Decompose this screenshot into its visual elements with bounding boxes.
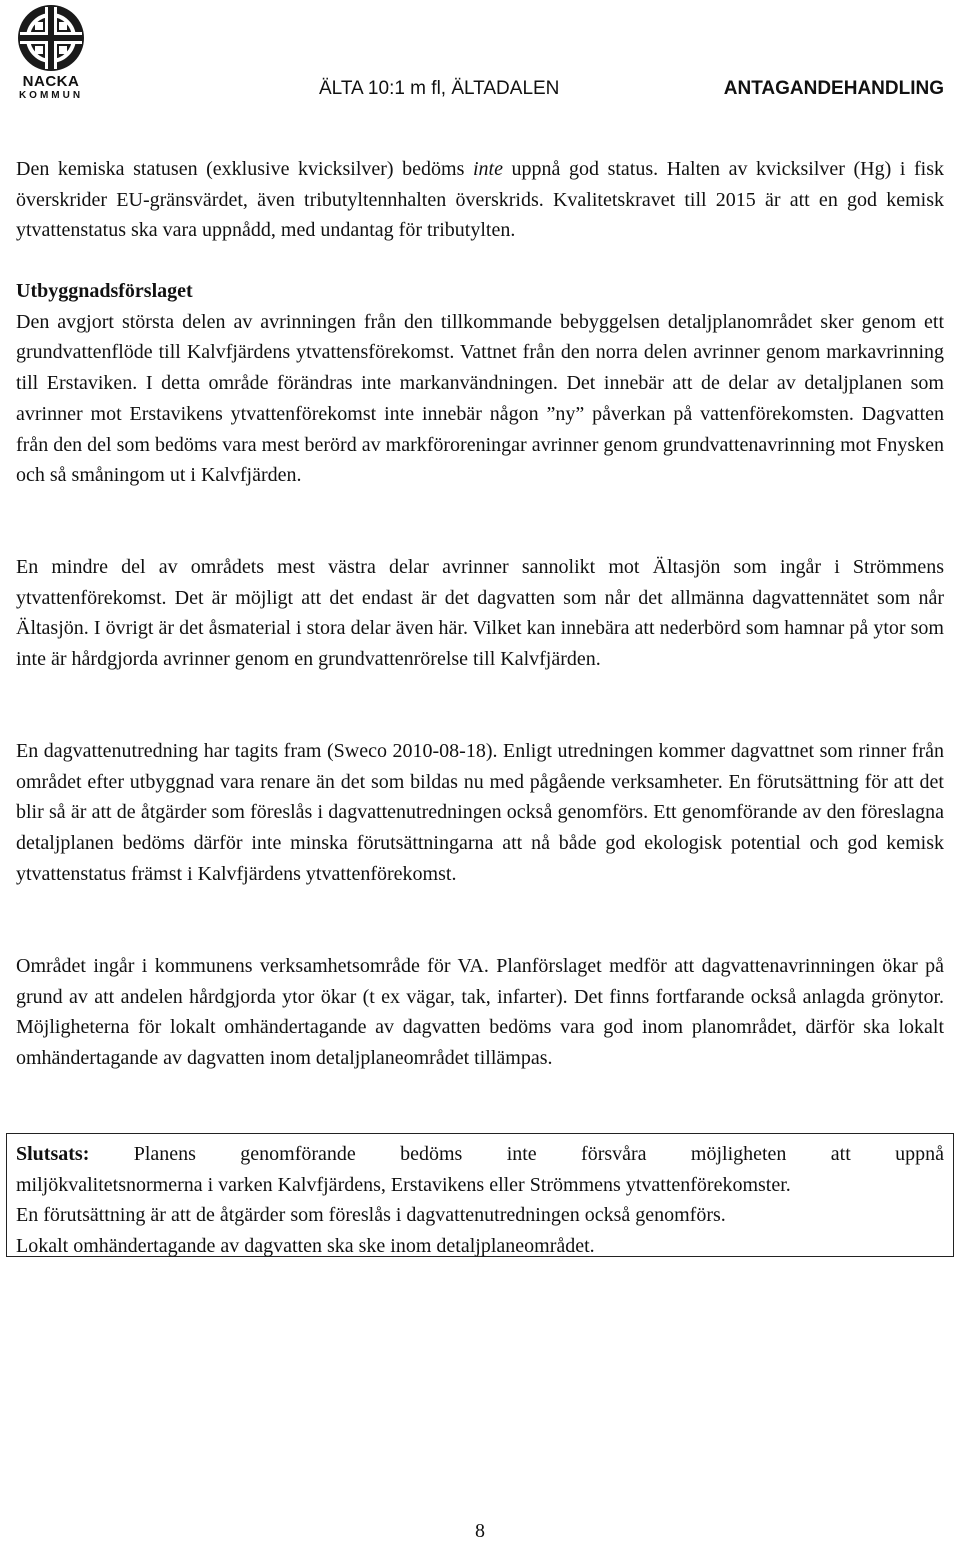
conclusion-line-2: miljökvalitetsnormerna i varken Kalvfjärdens, Erstavikens eller Strömmens ytvattenförekomster. xyxy=(16,1173,791,1196)
document-title: ÄLTA 10:1 m fl, ÄLTADALEN xyxy=(319,78,560,99)
logo-wordmark xyxy=(14,74,88,101)
logo-line-nacka: NACKA xyxy=(22,73,80,90)
section-paragraph-3 xyxy=(16,736,944,890)
paragraph-3-text: En dagvattenutredning har tagits fram (Sweco 2010-08-18). Enligt utredningen kommer dagvattnet som rinner från området efter utbyggnad vara renare än det som bildas nu med pågående verksamheter. En förutsättning för att det blir så är att de åtgärder som föreslås i dagvattenutredningen också genomförs. Ett genomförande av den föreslagna detaljplanen bedöms därför inte minska förutsättningarna att nå både god ekologisk potential och god kemisk ytvattenstatus främst i Kalvfjärdens ytvattenförekomst. xyxy=(16,740,944,885)
conclusion-line-4: Lokalt omhändertagande av dagvatten ska ske inom detaljplaneområdet. xyxy=(16,1234,595,1257)
page-number: 8 xyxy=(475,1520,485,1542)
conclusion-line-1 xyxy=(16,1139,944,1170)
section-paragraph-2 xyxy=(16,552,944,675)
conclusion-label: Slutsats: xyxy=(16,1143,90,1165)
section-heading: Utbyggnadsförslaget xyxy=(16,280,193,302)
nacka-kommun-logo xyxy=(14,4,88,104)
conclusion-text xyxy=(16,1139,944,1261)
intro-emphasis: inte xyxy=(472,158,503,180)
conclusion-line-1-rest: Planens genomförande bedöms inte försvåra möjligheten att uppnå xyxy=(89,1143,944,1165)
conclusion-line-3: En förutsättning är att de åtgärder som föreslås i dagvattenutredningen också genomförs. xyxy=(16,1204,726,1226)
document-status: ANTAGANDEHANDLING xyxy=(723,78,944,99)
paragraph-4-text: Området ingår i kommunens verksamhetsområde för VA. Planförslaget medför att dagvattenavrinningen ökar på grund av att andelen hårdgjorda ytor ökar (t ex vägar, tak, infarter). Det finns fortfarande också anlagda grönytor. Möjligheterna för lokalt omhändertagande av dagvatten bedöms vara god inom planområdet, därför ska lokalt omhändertagande av dagvatten inom detaljplaneområdet tillämpas. xyxy=(16,955,944,1070)
section-paragraph-4 xyxy=(16,951,944,1074)
intro-paragraph xyxy=(16,154,944,246)
conclusion-box xyxy=(6,1133,954,1257)
intro-text-part1: Den kemiska statusen (exklusive kvicksilver) bedöms xyxy=(16,158,473,180)
section-paragraph-1: Den avgjort största delen av avrinningen från den tillkommande bebyggelsen detaljplanområdet sker genom ett grundvattenflöde till Kalvfjärdens ytvattensförekomst. Vattnet från den norra delen avrinner genom markavrinning till Erstaviken. I detta område förändras inte markanvändningen. Det innebär att de delar av detaljplanen som avrinner mot Erstavikens ytvattenförekomst inte innebär någon ”ny” påverkan på vattenförekomsten. Dagvatten från den del som bedöms vara mest berörd av markföroreningar avrinner genom grundvattenavrinning mot Fnysken och så småningom ut i Kalvfjärden. xyxy=(16,310,944,487)
nacka-emblem-icon xyxy=(14,4,88,74)
logo-line-kommun: KOMMUN xyxy=(18,90,84,101)
intro-text-part2: uppnå god status. Halten av kvicksilver (Hg) i fisk överskrider EU-gränsvärdet, även tributyltennhalten överskrids. Kvalitetskravet till 2015 är att en god kemisk ytvattenstatus ska vara uppnådd, med undantag för tributylten. xyxy=(16,158,944,242)
paragraph-2-text: En mindre del av områdets mest västra delar avrinner sannolikt mot Ältasjön som ingår i Strömmens ytvattenförekomst. Det är möjligt att det endast är det dagvatten som når det allmänna dagvattennätet som når Ältasjön. I övrigt är det åsmaterial i stora delar även här. Vilket kan innebära att nederbörd som hamnar på ytor som inte är hårdgjorda avrinner genom en grundvattenrörelse till Kalvfjärden. xyxy=(16,556,944,671)
section-utbyggnadsforslaget xyxy=(16,276,944,491)
